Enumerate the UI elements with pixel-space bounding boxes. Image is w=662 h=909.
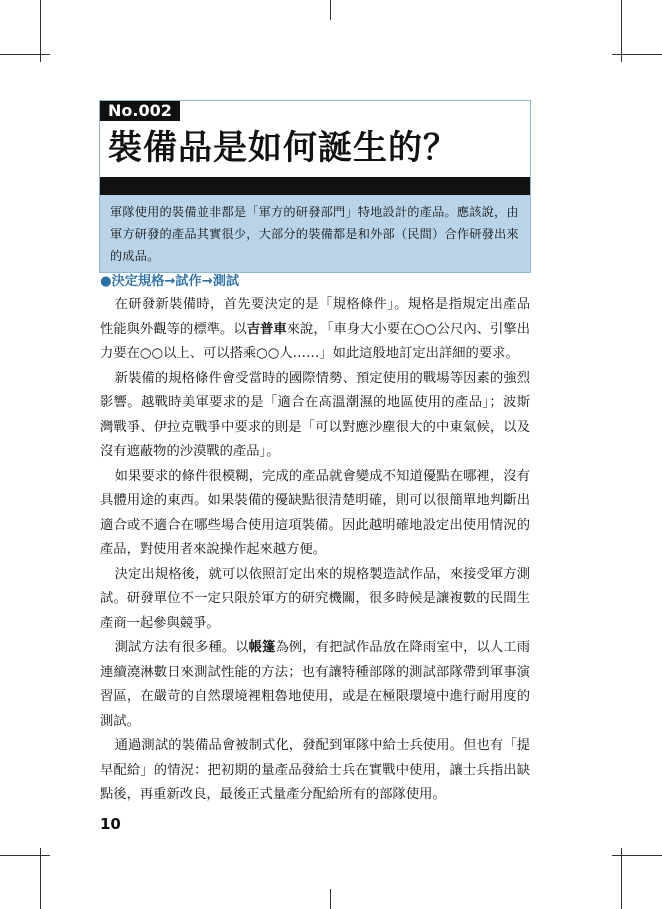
paragraph: 新裝備的規格條件會受當時的國際情勢、預定使用的戰場等因素的強烈影響。越戰時美軍要求的是「適合在高溫潮濕的地區使用的產品」；波斯灣戰爭、伊拉克戰爭中要求的則是「可以對應沙塵很大的中東氣候，以及沒有遮蔽物的沙漠戰的產品」。 <box>100 370 530 459</box>
crop-mark <box>612 54 662 55</box>
registration-mark <box>330 0 331 20</box>
paragraph: 決定出規格後，就可以依照訂定出來的規格製造試作品，來接受軍方測試。研發單位不一定只限於軍方的研究機關，很多時候是讓複數的民間生產商一起參與競爭。 <box>100 566 530 631</box>
crop-mark <box>621 0 622 62</box>
registration-mark <box>330 889 331 909</box>
emphasis-jeep: 吉普車 <box>246 321 287 337</box>
crop-mark <box>0 855 50 856</box>
article-summary: 軍隊使用的裝備並非都是「軍方的研發部門」特地設計的產品。應該說，由軍方研發的產品其實很少，大部分的裝備都是和外部（民間）合作研發出來的成品。 <box>100 195 530 272</box>
crop-mark <box>40 848 41 909</box>
crop-mark <box>612 855 662 856</box>
paragraph: 在研發新裝備時，首先要決定的是「規格條件」。規格是指規定出產品性能與外觀等的標準。以吉普車來說，「車身大小要在○○公尺內、引擎出力要在○○以上、可以搭乘○○人……」如此這般地訂定出詳細的要求。 <box>100 297 531 361</box>
title-band <box>100 177 530 195</box>
page-number: 10 <box>100 815 121 833</box>
title-area <box>100 101 530 177</box>
crop-mark <box>40 0 41 62</box>
section-heading: ●決定規格→試作→測試 <box>100 274 240 289</box>
crop-mark <box>621 848 622 909</box>
crop-mark <box>0 54 50 55</box>
page-title: 裝備品是如何誕生的？ <box>108 128 458 168</box>
paragraph: 如果要求的條件很模糊，完成的產品就會變成不知道優點在哪裡，沒有具體用途的東西。如果裝備的優缺點很清楚明確，則可以很簡單地判斷出適合或不適合在哪些場合使用這項裝備。因此越明確地設定出使用情況的產品，對使用者來說操作起來越方便。 <box>100 468 530 557</box>
paragraph: 通過測試的裝備品會被制式化，發配到軍隊中給士兵使用。但也有「提早配給」的情況：把初期的量產品發給士兵在實戰中使用，讓士兵指出缺點後，再重新改良，最後正式量產分配給所有的部隊使用。 <box>100 738 530 802</box>
article-body <box>100 293 530 808</box>
article-number: No.002 <box>100 101 180 121</box>
paragraph: 測試方法有很多種。以帳篷為例，有把試作品放在降雨室中，以人工雨連續澆淋數日來測試性能的方法；也有讓特種部隊的測試部隊帶到軍事演習區，在嚴苛的自然環境裡粗魯地使用，或是在極限環境中進行耐用度的測試。 <box>100 640 531 729</box>
emphasis-tent: 帳篷 <box>248 640 276 655</box>
article-header <box>99 100 531 273</box>
